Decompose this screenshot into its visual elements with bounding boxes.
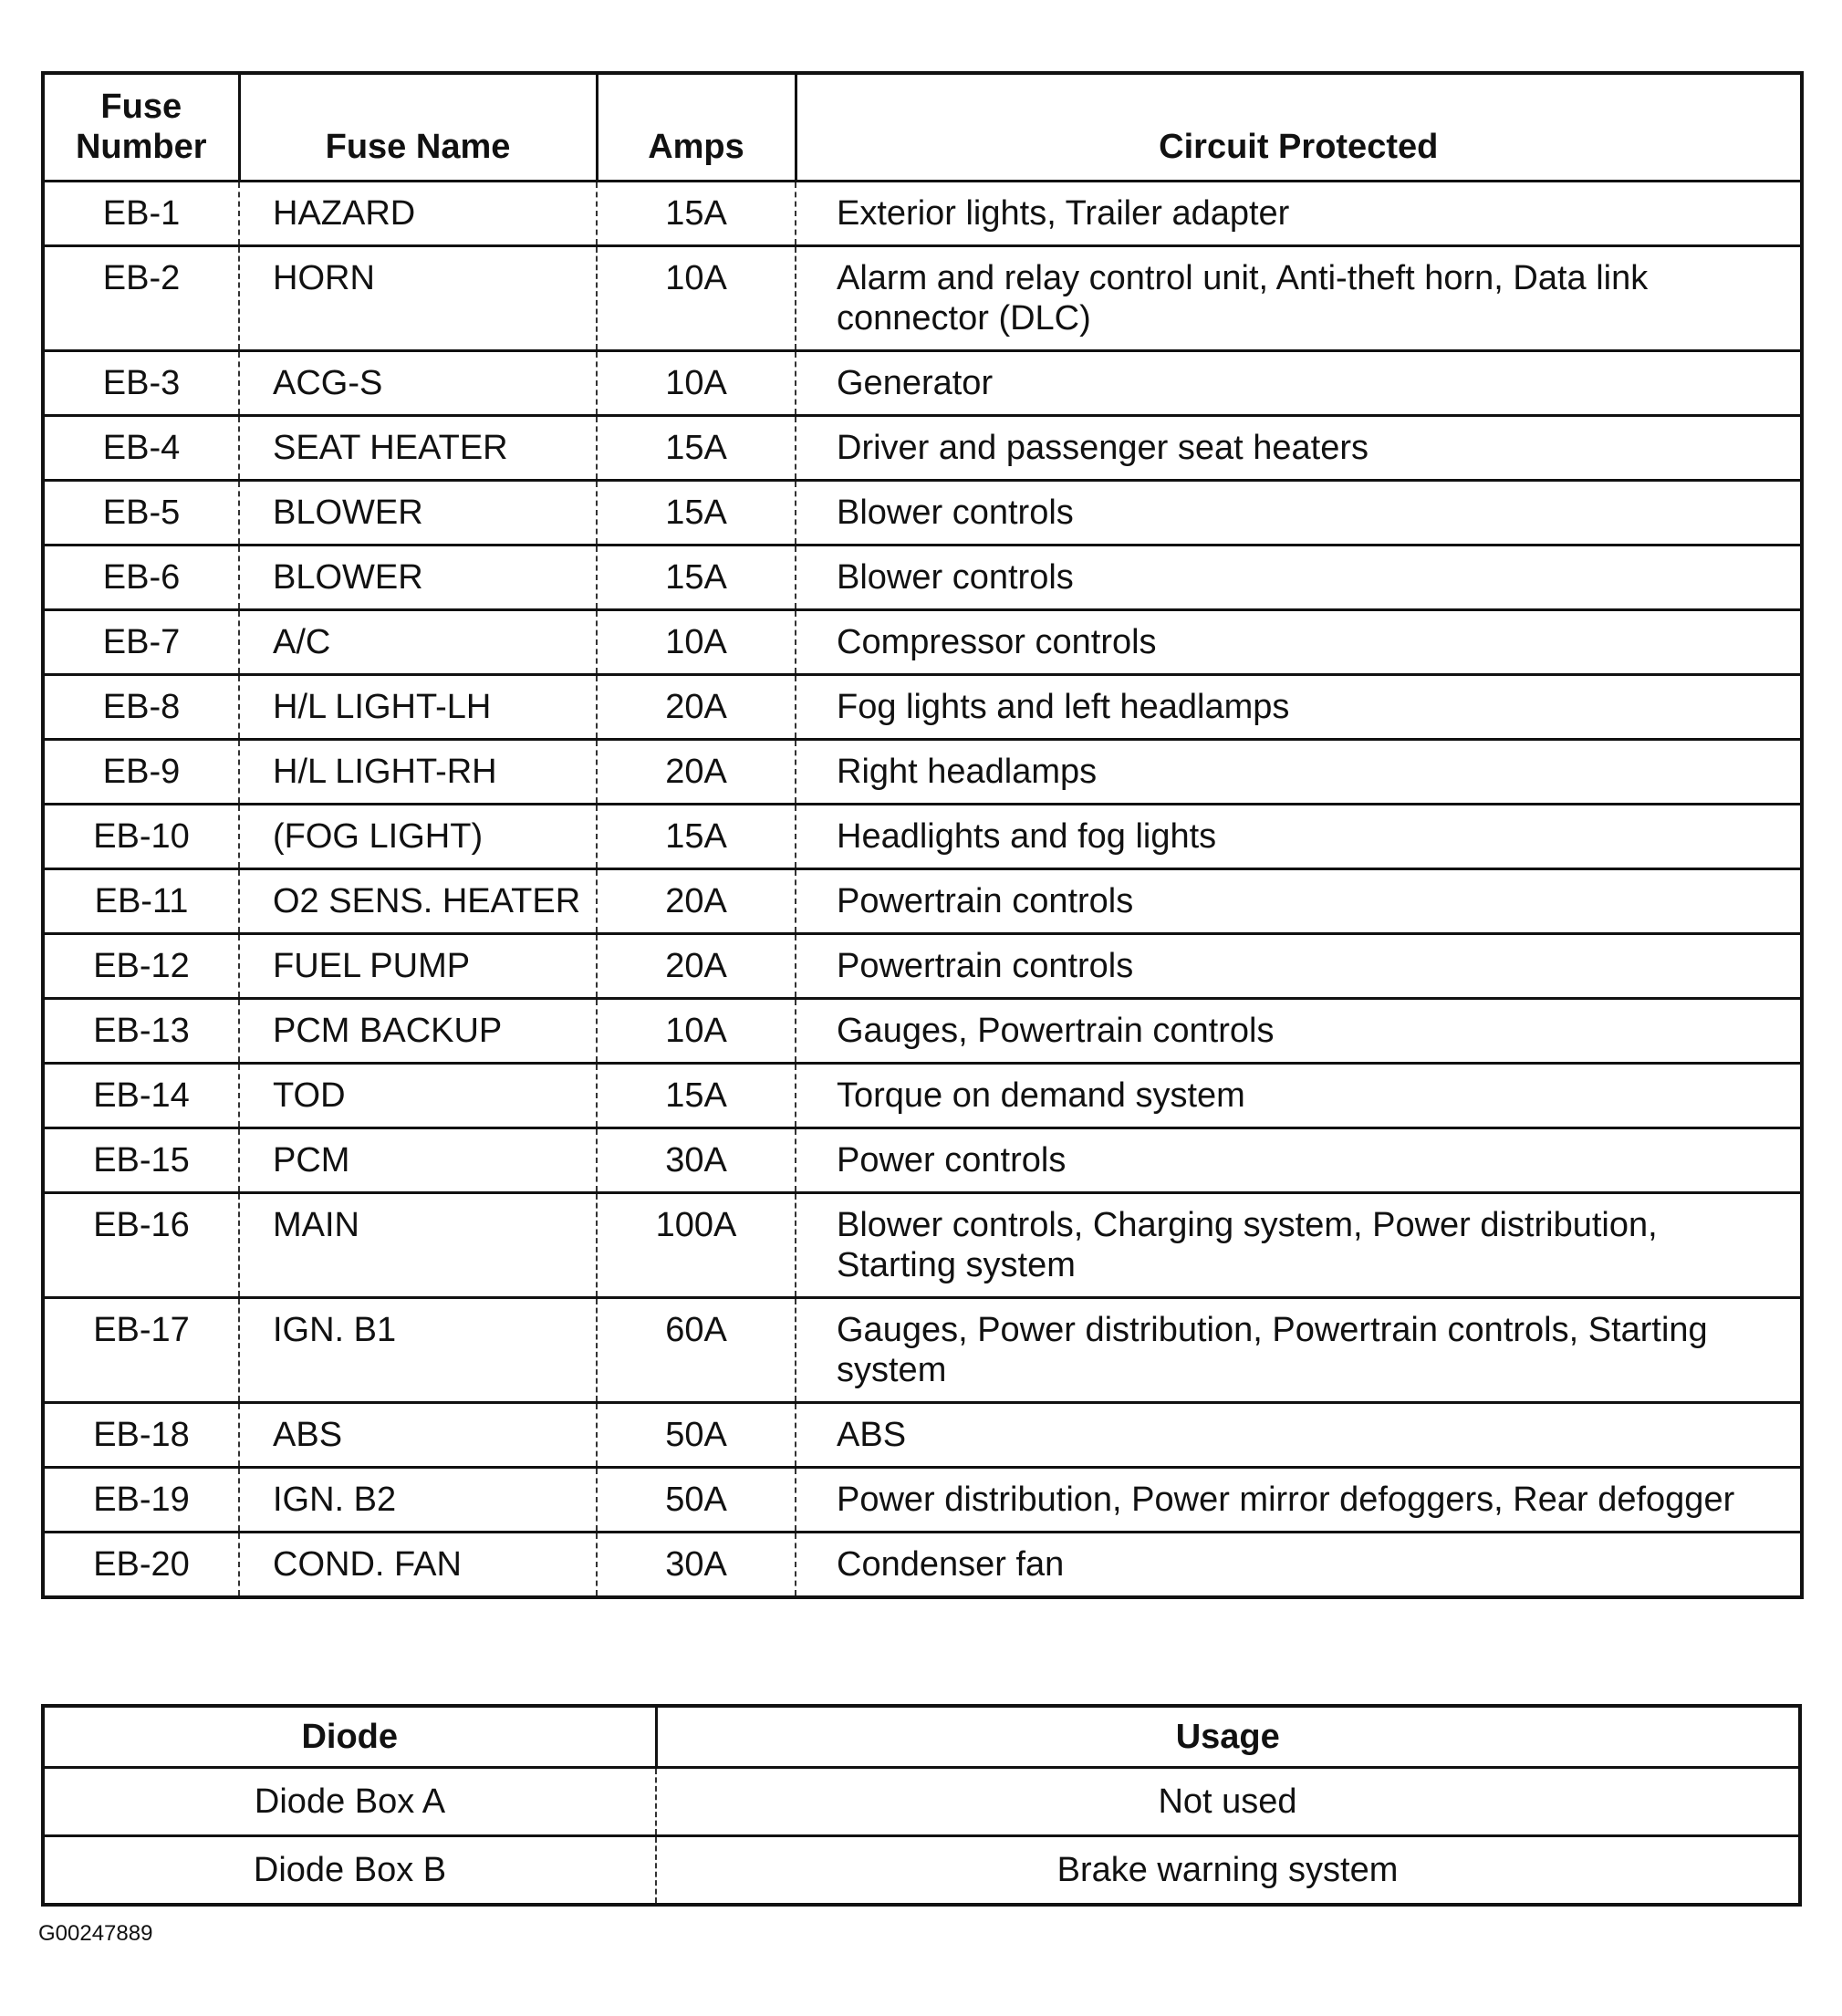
header-circuit-protected: Circuit Protected (796, 73, 1802, 181)
table-row (43, 1532, 1802, 1597)
table-row (43, 609, 1802, 674)
table-row (43, 415, 1802, 480)
fuse-name: TOD (239, 1063, 597, 1128)
fuse-amps: 50A (597, 1467, 796, 1532)
fuse-amps: 50A (597, 1402, 796, 1467)
table-row (43, 1297, 1802, 1402)
table-row (43, 868, 1802, 933)
circuit-protected: Exterior lights, Trailer adapter (796, 181, 1802, 245)
fuse-number: EB-1 (43, 181, 239, 245)
table-row (43, 739, 1802, 804)
fuse-number: EB-10 (43, 804, 239, 868)
fuse-name: FUEL PUMP (239, 933, 597, 998)
fuse-number: EB-16 (43, 1192, 239, 1297)
circuit-protected: Blower controls (796, 480, 1802, 545)
header-usage: Usage (656, 1706, 1800, 1768)
fuse-number: EB-5 (43, 480, 239, 545)
fuse-name: SEAT HEATER (239, 415, 597, 480)
table-row (43, 998, 1802, 1063)
circuit-protected: Condenser fan (837, 1544, 1065, 1584)
table-row (43, 350, 1802, 415)
diode-usage: Brake warning system (1056, 1851, 1399, 1889)
table-row (43, 480, 1802, 545)
table-row (43, 804, 1802, 868)
fuse-amps: 20A (597, 868, 796, 933)
circuit-protected: Fog lights and left headlamps (796, 674, 1802, 739)
fuse-name: COND. FAN (239, 1532, 597, 1597)
fuse-name: ABS (239, 1402, 597, 1467)
fuse-name: BLOWER (239, 545, 597, 609)
header-fuse-name: Fuse Name (239, 73, 597, 181)
fuse-name: H/L LIGHT-LH (239, 674, 597, 739)
fuse-name: PCM BACKUP (239, 998, 597, 1063)
table-row (43, 1192, 1802, 1297)
fuse-number: EB-13 (43, 998, 239, 1063)
fuse-number: EB-20 (43, 1532, 239, 1597)
table-row (43, 1402, 1802, 1467)
header-amps: Amps (597, 73, 796, 181)
fuse-amps: 20A (597, 739, 796, 804)
circuit-protected: Gauges, Power distribution, Powertrain controls, Starting system (796, 1297, 1802, 1402)
fuse-name: IGN. B1 (239, 1297, 597, 1402)
fuse-amps: 20A (597, 674, 796, 739)
circuit-protected: Blower controls, Charging system, Power distribution, Starting system (796, 1192, 1802, 1297)
fuse-number: EB-7 (43, 609, 239, 674)
fuse-table-header-row (43, 73, 1802, 181)
circuit-protected: Generator (796, 350, 1802, 415)
fuse-amps: 100A (597, 1192, 796, 1297)
fuse-amps: 15A (597, 545, 796, 609)
fuse-table (41, 71, 1804, 1599)
header-fuse-number: Fuse Number (43, 73, 239, 181)
fuse-name: (FOG LIGHT) (239, 804, 597, 868)
circuit-protected: Driver and passenger seat heaters (796, 415, 1802, 480)
table-row (43, 1467, 1802, 1532)
fuse-amps: 10A (597, 245, 796, 350)
fuse-name: BLOWER (239, 480, 597, 545)
fuse-amps: 15A (597, 181, 796, 245)
table-row (43, 545, 1802, 609)
circuit-protected: Power distribution, Power mirror defoggers, Rear defogger (796, 1467, 1802, 1532)
fuse-number: EB-11 (43, 868, 239, 933)
fuse-name: A/C (239, 609, 597, 674)
fuse-number: EB-8 (43, 674, 239, 739)
circuit-protected: ABS (796, 1402, 1802, 1467)
diode-usage: Not used (656, 1768, 1800, 1836)
table-row (43, 933, 1802, 998)
fuse-name: HAZARD (239, 181, 597, 245)
fuse-amps: 15A (597, 1063, 796, 1128)
fuse-name: MAIN (239, 1192, 597, 1297)
fuse-amps: 30A (597, 1128, 796, 1192)
circuit-protected: Power controls (796, 1128, 1802, 1192)
diode-name: Diode Box B (43, 1836, 656, 1906)
circuit-protected: Compressor controls (796, 609, 1802, 674)
table-row (43, 181, 1802, 245)
diode-table-header-row (43, 1706, 1800, 1768)
fuse-number: EB-14 (43, 1063, 239, 1128)
table-row (43, 1836, 1800, 1906)
circuit-protected: Gauges, Powertrain controls (796, 998, 1802, 1063)
fuse-name: IGN. B2 (239, 1467, 597, 1532)
fuse-name: H/L LIGHT-RH (239, 739, 597, 804)
circuit-protected: Right headlamps (796, 739, 1802, 804)
fuse-name: PCM (239, 1128, 597, 1192)
fuse-name: O2 SENS. HEATER (239, 868, 597, 933)
fuse-number: EB-3 (43, 350, 239, 415)
circuit-protected: Powertrain controls (796, 933, 1802, 998)
fuse-number: EB-12 (43, 933, 239, 998)
table-row (43, 1768, 1800, 1836)
circuit-protected: Torque on demand system (796, 1063, 1802, 1128)
fuse-name: ACG-S (239, 350, 597, 415)
fuse-name: HORN (239, 245, 597, 350)
fuse-amps: 20A (597, 933, 796, 998)
diode-name: Diode Box A (43, 1768, 656, 1836)
fuse-amps: 10A (597, 998, 796, 1063)
table-row (43, 245, 1802, 350)
fuse-amps: 30A (597, 1532, 796, 1597)
fuse-amps: 15A (597, 415, 796, 480)
fuse-amps: 15A (597, 480, 796, 545)
table-row (43, 1063, 1802, 1128)
fuse-number: EB-15 (43, 1128, 239, 1192)
table-row (43, 674, 1802, 739)
fuse-amps: 10A (597, 350, 796, 415)
fuse-amps: 15A (597, 804, 796, 868)
fuse-number: EB-19 (43, 1467, 239, 1532)
circuit-protected: Blower controls (796, 545, 1802, 609)
fuse-amps: 60A (597, 1297, 796, 1402)
fuse-number: EB-6 (43, 545, 239, 609)
circuit-protected: Alarm and relay control unit, Anti-theft horn, Data link connector (DLC) (796, 245, 1802, 350)
fuse-number: EB-9 (43, 739, 239, 804)
fuse-number: EB-2 (43, 245, 239, 350)
header-diode: Diode (43, 1706, 656, 1768)
fuse-number: EB-4 (43, 415, 239, 480)
circuit-protected: Headlights and fog lights (796, 804, 1802, 868)
circuit-protected: Powertrain controls (796, 868, 1802, 933)
table-row (43, 1128, 1802, 1192)
diode-table (41, 1704, 1802, 1907)
figure-code: G00247889 (38, 1921, 153, 1946)
fuse-number: EB-18 (43, 1402, 239, 1467)
fuse-amps: 10A (597, 609, 796, 674)
fuse-number: EB-17 (43, 1297, 239, 1402)
